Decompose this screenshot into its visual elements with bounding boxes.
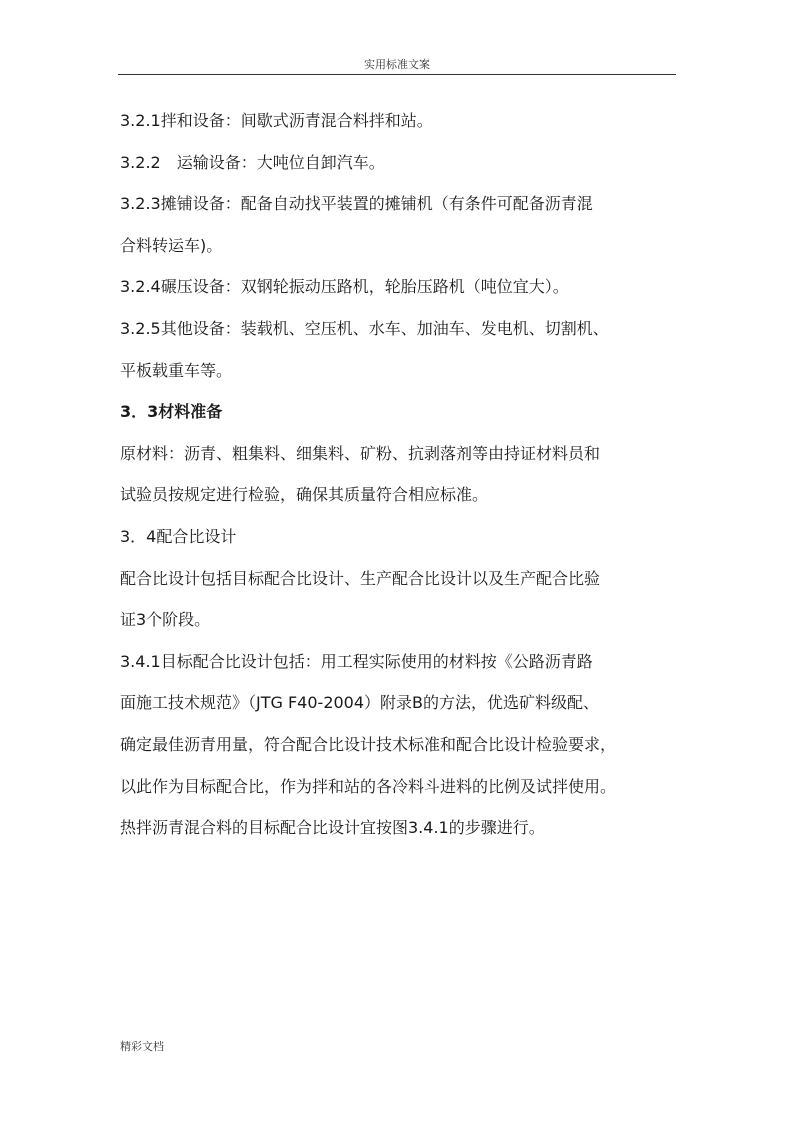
text-line-equipment-rolling: 3.2.4碾压设备：双钢轮振动压路机，轮胎压路机（吨位宜大）。 — [120, 277, 569, 297]
document-body — [120, 100, 680, 849]
text-line-mix-design: 配合比设计包括目标配合比设计、生产配合比设计以及生产配合比验 — [120, 568, 601, 588]
text-line-target-mix-2: 面施工技术规范》（JTG F40-2004）附录B的方法，优选矿料级配、 — [120, 693, 600, 713]
text-line-equipment-paving-cont: 合料转运车)。 — [120, 235, 223, 255]
text-line-target-mix: 3.4.1目标配合比设计包括：用工程实际使用的材料按《公路沥青路 — [120, 651, 593, 671]
page-header: 实用标准文案 — [364, 58, 430, 71]
text-line-equipment-paving: 3.2.3摊铺设备：配备自动找平装置的摊铺机（有条件可配备沥青混 — [120, 194, 593, 214]
section-heading-materials: 3．3材料准备 — [120, 402, 223, 422]
text-line-target-mix-5: 热拌沥青混合料的目标配合比设计宜按图3.4.1的步骤进行。 — [120, 818, 545, 838]
text-line-materials-cont: 试验员按规定进行检验，确保其质量符合相应标准。 — [120, 485, 489, 505]
page-footer: 精彩文档 — [120, 1040, 164, 1053]
text-line-equipment-other-cont: 平板载重车等。 — [120, 360, 233, 380]
text-line-equipment-transport: 3.2.2 运输设备：大吨位自卸汽车。 — [120, 152, 385, 172]
header-divider — [118, 74, 676, 75]
text-line-target-mix-4: 以此作为目标配合比，作为拌和站的各冷料斗进料的比例及试拌使用。 — [120, 776, 617, 796]
text-line-equipment-mixing: 3.2.1拌和设备：间歇式沥青混合料拌和站。 — [120, 111, 433, 130]
text-line-mix-design-cont: 证3个阶段。 — [120, 610, 211, 630]
text-line-materials: 原材料：沥青、粗集料、细集料、矿粉、抗剥落剂等由持证材料员和 — [120, 443, 601, 463]
text-line-equipment-other: 3.2.5其他设备：装载机、空压机、水车、加油车、发电机、切割机、 — [120, 318, 609, 338]
section-heading-mix-design: 3．4配合比设计 — [120, 526, 237, 546]
text-line-target-mix-3: 确定最佳沥青用量，符合配合比设计技术标准和配合比设计检验要求， — [120, 734, 617, 754]
